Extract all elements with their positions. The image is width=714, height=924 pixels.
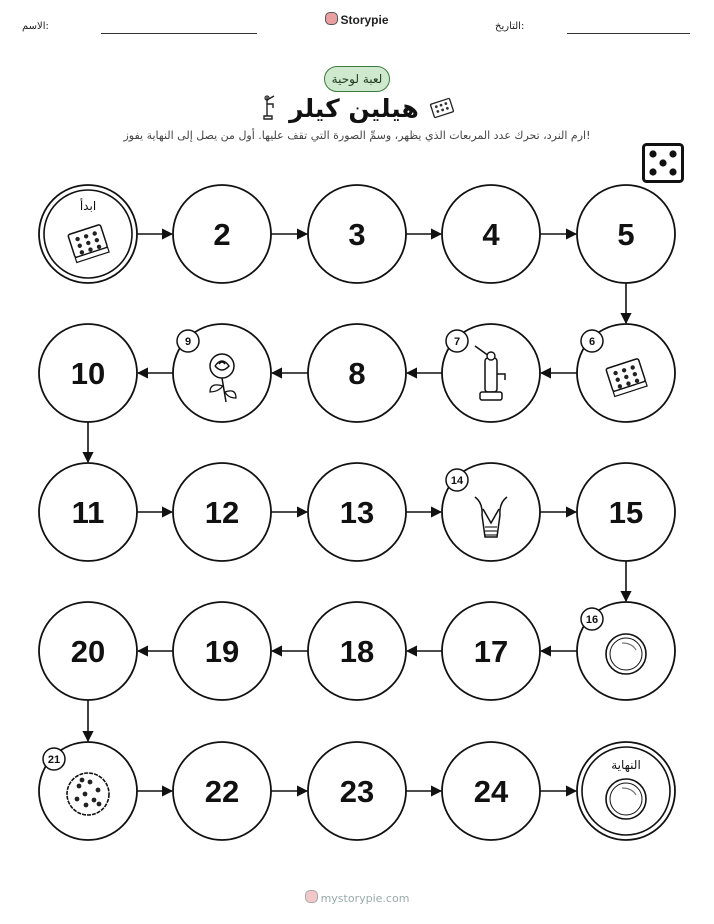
board-space-6: [577, 324, 675, 422]
cookie-icon: [67, 773, 109, 815]
space-number: 20: [70, 634, 106, 669]
title-text: هيلين كيلر: [289, 94, 419, 123]
board-space-25: [577, 742, 675, 840]
space-number: 14: [450, 475, 464, 487]
footer: [0, 890, 714, 905]
board-space-3: [308, 185, 406, 283]
footer-url: mystorypie.com: [320, 892, 410, 905]
space-number: 18: [339, 634, 375, 669]
board-space-11: [39, 463, 137, 561]
board-space-10: [39, 324, 137, 422]
space-number: 5: [617, 217, 635, 252]
space-number: 16: [585, 614, 599, 626]
plate-icon: [606, 634, 646, 674]
board-space-4: [442, 185, 540, 283]
board-space-1: [39, 185, 137, 283]
board-space-23: [308, 742, 406, 840]
brand-name: Storypie: [340, 13, 389, 27]
start-label: ابدأ: [79, 199, 97, 213]
space-number: 3: [348, 217, 366, 252]
board-space-16: [577, 602, 675, 700]
space-number: 12: [204, 495, 240, 530]
space-number: 11: [71, 495, 105, 530]
space-number: 17: [473, 634, 509, 669]
space-number: 9: [184, 336, 192, 348]
space-number: 19: [204, 634, 240, 669]
board-space-15: [577, 463, 675, 561]
space-number: 4: [482, 217, 500, 252]
space-number: 23: [339, 774, 375, 809]
name-label: الاسم:: [22, 21, 49, 32]
game-type-badge: لعبة لوحية: [324, 66, 390, 92]
space-number: 8: [348, 356, 366, 391]
board-space-9: [173, 324, 271, 422]
board-space-18: [308, 602, 406, 700]
board-space-21: [39, 742, 137, 840]
board-space-7: [442, 324, 540, 422]
board-space-24: [442, 742, 540, 840]
space-number: 6: [588, 336, 596, 348]
plate-icon: [606, 779, 646, 819]
board-space-19: [173, 602, 271, 700]
instructions: ارم النرد، تحرك عدد المربعات الذي يظهر، وسمِّ الصورة التي تقف عليها. أول من يصل إلى النهاية يفوز!: [123, 129, 591, 142]
mascot-footer-icon: [305, 890, 318, 903]
board-space-20: [39, 602, 137, 700]
board-space-13: [308, 463, 406, 561]
space-number: 22: [204, 774, 240, 809]
space-number: 13: [339, 495, 375, 530]
board-space-5: [577, 185, 675, 283]
space-number: 24: [473, 774, 509, 809]
space-number: 10: [70, 356, 106, 391]
board-space-12: [173, 463, 271, 561]
space-number: 7: [453, 336, 461, 348]
board-space-22: [173, 742, 271, 840]
board-space-8: [308, 324, 406, 422]
date-label: التاريخ:: [495, 21, 525, 32]
board-space-14: [442, 463, 540, 561]
space-number: 15: [608, 495, 644, 530]
space-number: 2: [213, 217, 231, 252]
end-label: النهاية: [611, 758, 641, 772]
board-space-2: [173, 185, 271, 283]
space-number: 21: [47, 754, 61, 766]
board-space-17: [442, 602, 540, 700]
